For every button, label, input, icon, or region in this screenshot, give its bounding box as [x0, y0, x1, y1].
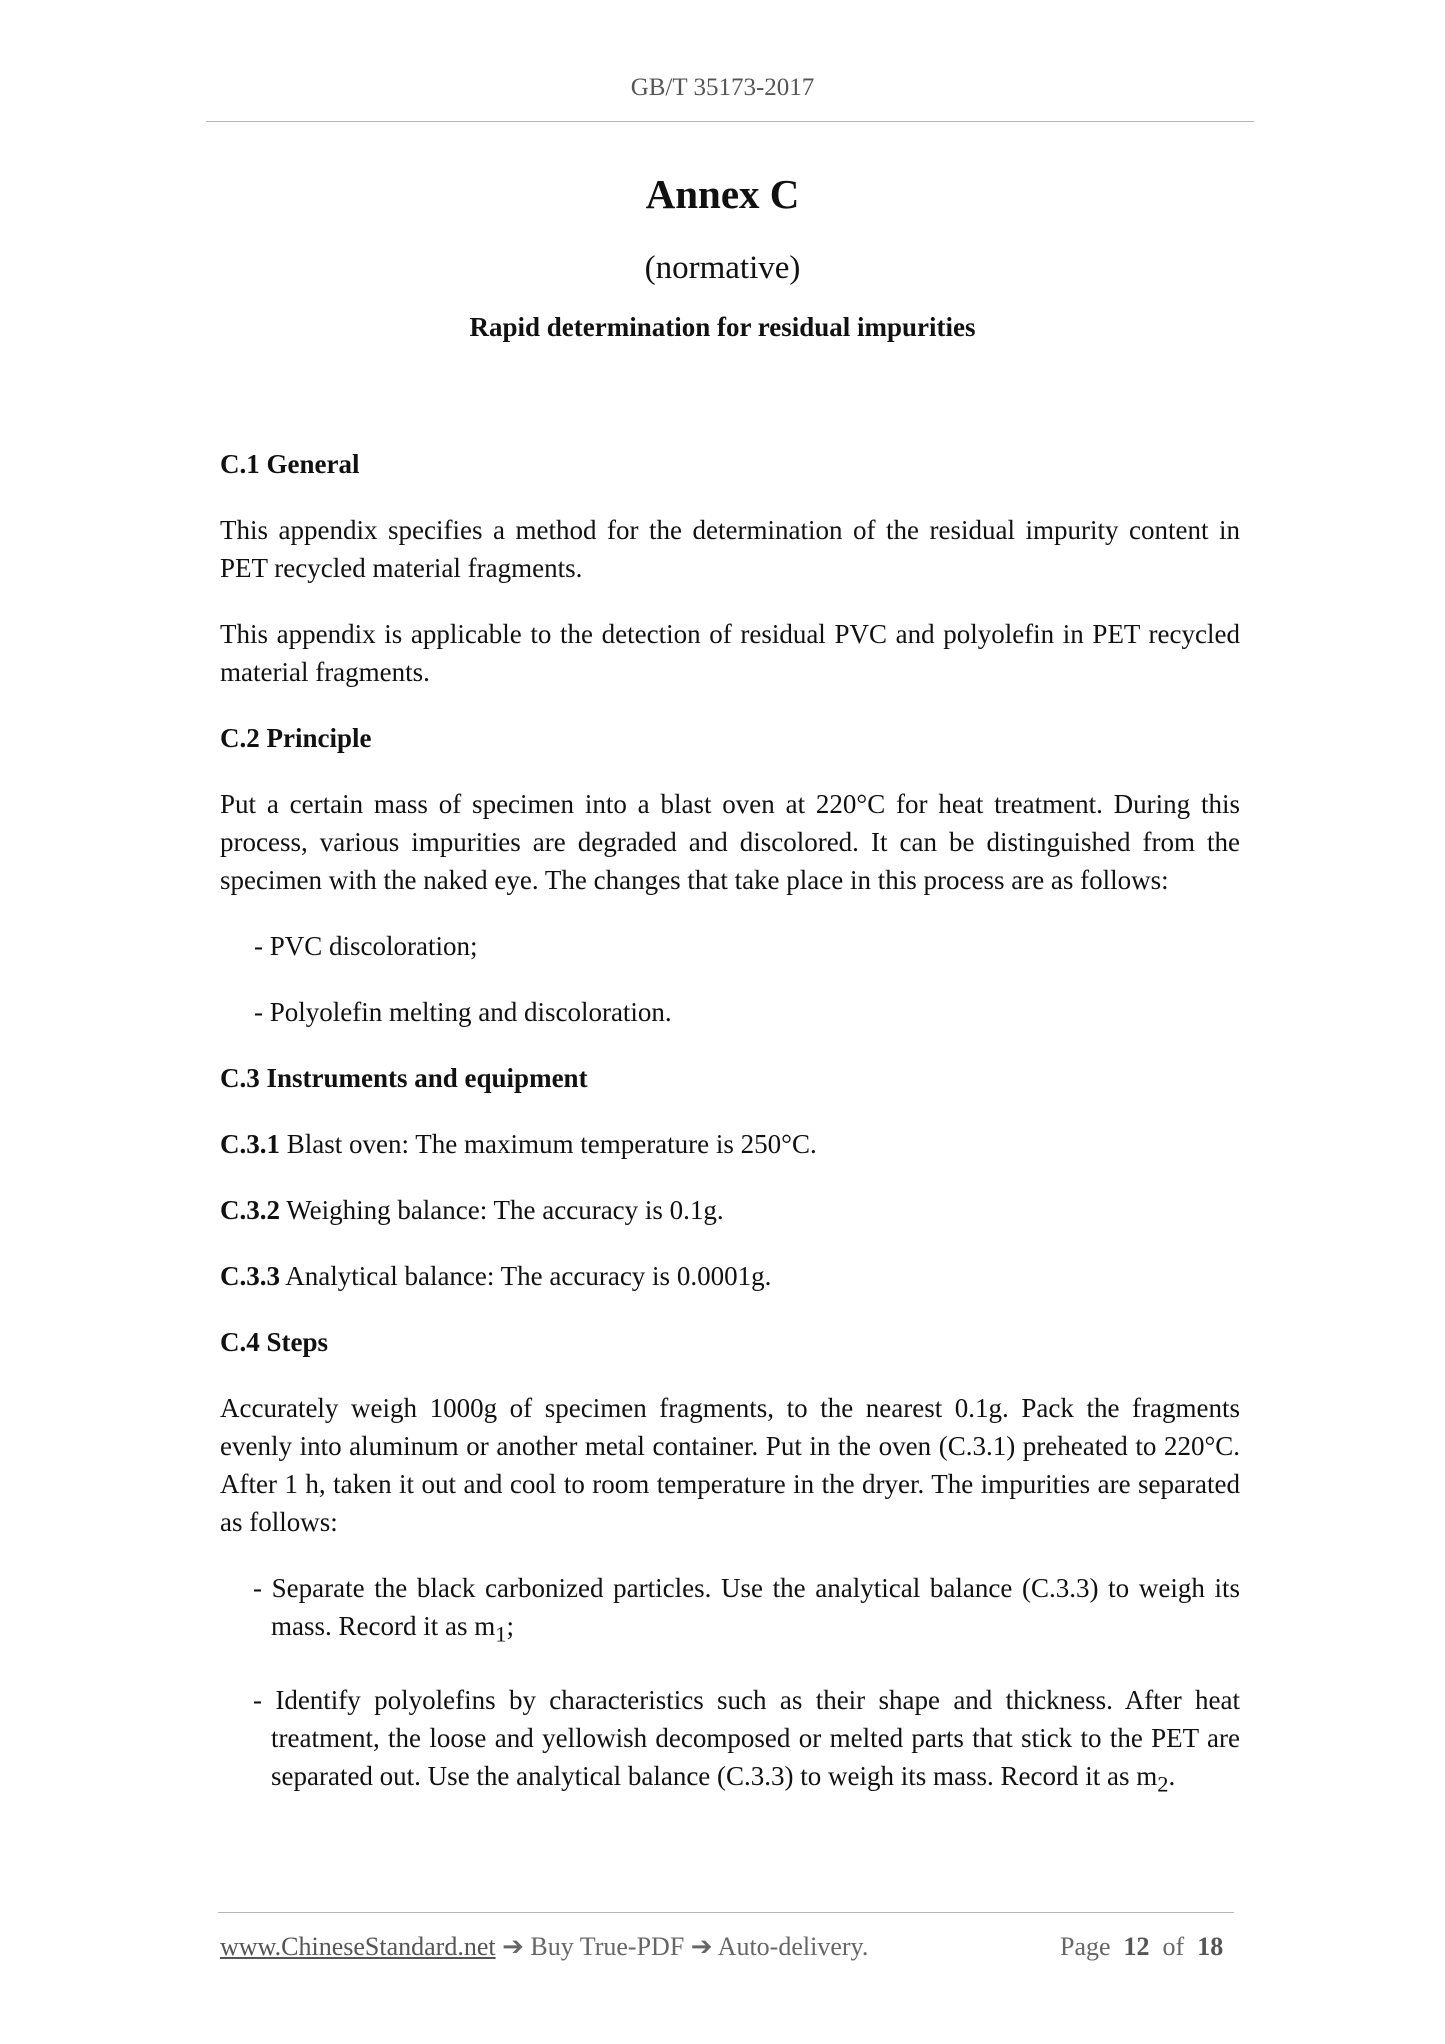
- document-id-header: GB/T 35173-2017: [630, 74, 815, 101]
- section-heading-c3: C.3 Instruments and equipment: [220, 1063, 588, 1093]
- list-item-end: .: [1168, 1761, 1176, 1792]
- clause-number: C.3.3: [220, 1261, 280, 1291]
- page-indicator: [1060, 1932, 1223, 1962]
- section-heading-c2: C.2 Principle: [220, 723, 372, 753]
- paragraph: This appendix is applicable to the detection of residual PVC and polyolefin in PET recycled material fragments.: [220, 619, 1240, 687]
- page-label: Page: [1060, 1932, 1111, 1961]
- clause-text: Analytical balance: The accuracy is 0.0001g.: [280, 1261, 772, 1291]
- buy-text: Buy True-PDF: [530, 1932, 685, 1961]
- list-item: [220, 1191, 1240, 1229]
- list-item-text: - Identify polyolefins by characteristics such as their shape and thickness. After heat treatment, the loose and yellowish decomposed or melted parts that stick to the PET are separated out. Use the analytical balance (C.3.3) to weigh its mass. Record it as m: [253, 1685, 1240, 1792]
- header-divider: [206, 121, 1254, 122]
- annex-type: (normative): [644, 250, 801, 286]
- subscript: 2: [1157, 1771, 1169, 1797]
- paragraph: Accurately weigh 1000g of specimen fragments, to the nearest 0.1g. Pack the fragments evenly into aluminum or another metal container. Put in the oven (C.3.1) preheated to 220°C. After 1 h, taken it out and cool to room temperature in the dryer. The impurities are separated as follows:: [220, 1393, 1240, 1537]
- annex-subtitle: Rapid determination for residual impurities: [469, 312, 976, 342]
- annex-title: Annex C: [645, 171, 800, 217]
- list-item: [220, 1681, 1240, 1803]
- page-total: 18: [1197, 1932, 1224, 1961]
- list-item: [220, 1569, 1240, 1653]
- section-heading-c1: C.1 General: [220, 449, 360, 479]
- paragraph: Put a certain mass of specimen into a blast oven at 220°C for heat treatment. During this process, various impurities are degraded and discolored. It can be distinguished from the specimen with the naked eye. The changes that take place in this process are as follows:: [220, 789, 1240, 895]
- clause-text: Blast oven: The maximum temperature is 250°C.: [280, 1129, 817, 1159]
- clause-number: C.3.2: [220, 1195, 280, 1225]
- list-item: [220, 1125, 1240, 1163]
- list-item: - Polyolefin melting and discoloration.: [254, 997, 672, 1027]
- section-heading-c4: C.4 Steps: [220, 1327, 329, 1357]
- footer-promo: [220, 1932, 868, 1962]
- list-item-text: - Separate the black carbonized particles. Use the analytical balance (C.3.3) to weigh its mass. Record it as m: [253, 1573, 1240, 1641]
- paragraph: This appendix specifies a method for the determination of the residual impurity content in PET recycled material fragments.: [220, 515, 1240, 583]
- footer-divider: [218, 1912, 1234, 1913]
- clause-text: Weighing balance: The accuracy is 0.1g.: [280, 1195, 724, 1225]
- list-item-end: ;: [506, 1611, 514, 1641]
- arrow-icon: ➔: [502, 1932, 524, 1961]
- list-item: [220, 1257, 1240, 1295]
- document-body: [220, 445, 1240, 1804]
- of-label: of: [1162, 1932, 1185, 1961]
- clause-number: C.3.1: [220, 1129, 280, 1159]
- delivery-text: Auto-delivery.: [717, 1932, 869, 1961]
- website-link[interactable]: www.ChineseStandard.net: [220, 1932, 496, 1961]
- arrow-icon: ➔: [690, 1932, 713, 1961]
- page-number: 12: [1123, 1932, 1150, 1961]
- subscript: 1: [495, 1621, 507, 1647]
- list-item: - PVC discoloration;: [254, 931, 478, 961]
